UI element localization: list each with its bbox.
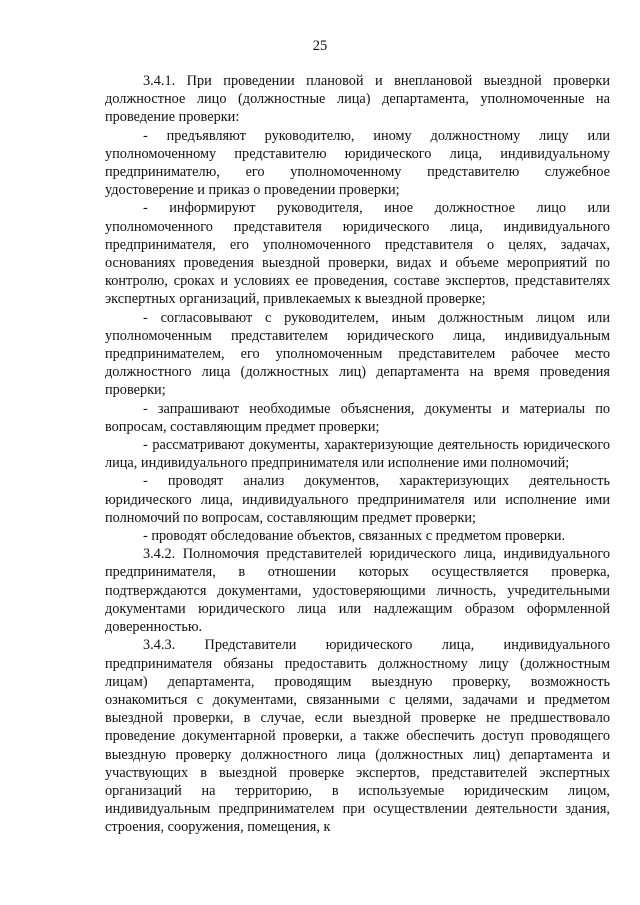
paragraph-3-4-3: 3.4.3. Представители юридического лица, индивидуального предпринимателя обязаны предоставить должностному лицу (должностным лицам) департамента, проводящим выездную проверку, возможность ознакомиться с документами, связанными с целями, задачами и предметом выездной проверки, в случае, если выездной проверке не предшествовало проведение документарной проверки, а также обеспечить доступ проводящего выездную проверку должностного лица (должностных лиц) департамента и участвующих в выездной проверке экспертов, представителей экспертных организаций на территорию, в используемые юридическим лицом, индивидуальным предпринимателем при осуществлении деятельности здания, строения, сооружения, помещения, к bbox=[105, 637, 610, 836]
list-item-analyze-documents: - проводят анализ документов, характеризующих деятельность юридического лица, индивидуального предпринимателя или исполнение ими полномочий по вопросам, составляющим предмет проверки; bbox=[105, 473, 610, 526]
list-item-inspect-objects: - проводят обследование объектов, связанных с предметом проверки. bbox=[143, 528, 566, 545]
document-body bbox=[105, 72, 610, 837]
list-item-request-documents: - запрашивают необходимые объяснения, документы и материалы по вопросам, составляющим предмет проверки; bbox=[105, 400, 610, 435]
paragraph-3-4-1: 3.4.1. При проведении плановой и внеплановой выездной проверки должностное лицо (должностные лица) департамента, уполномоченные на проведение проверки: bbox=[105, 73, 610, 126]
page-number: 25 bbox=[312, 38, 328, 54]
list-item-present-id: - предъявляют руководителю, иному должностному лицу или уполномоченному представителю юридического лица, индивидуальному предпринимателю, его уполномоченному представителю служебное удостоверение и приказ о проведении проверки; bbox=[105, 127, 610, 199]
list-item-agree-workplace: - согласовывают с руководителем, иным должностным лицом или уполномоченным представителем юридического лица, индивидуальным предпринимателем, его уполномоченным представителем рабочее место должностного лица (должностных лиц) департамента на время проведения проверки; bbox=[105, 309, 610, 399]
list-item-inform: - информируют руководителя, иное должностное лицо или уполномоченного представителя юридического лица, индивидуального предпринимателя, его уполномоченного представителя о целях, задачах, основаниях проведения выездной проверки, видах и объеме мероприятий по контролю, сроках и условиях ее проведения, составе экспертов, представителях экспертных организаций, привлекаемых к выездной проверке; bbox=[105, 200, 610, 308]
paragraph-3-4-2: 3.4.2. Полномочия представителей юридического лица, индивидуального предпринимателя, в отношении которых осуществляется проверка, подтверждаются документами, удостоверяющими личность, учредительными документами юридического лица или надлежащим образом оформленной доверенностью. bbox=[105, 546, 610, 636]
list-item-review-documents: - рассматривают документы, характеризующие деятельность юридического лица, индивидуального предпринимателя или исполнение ими полномочий; bbox=[105, 437, 610, 472]
